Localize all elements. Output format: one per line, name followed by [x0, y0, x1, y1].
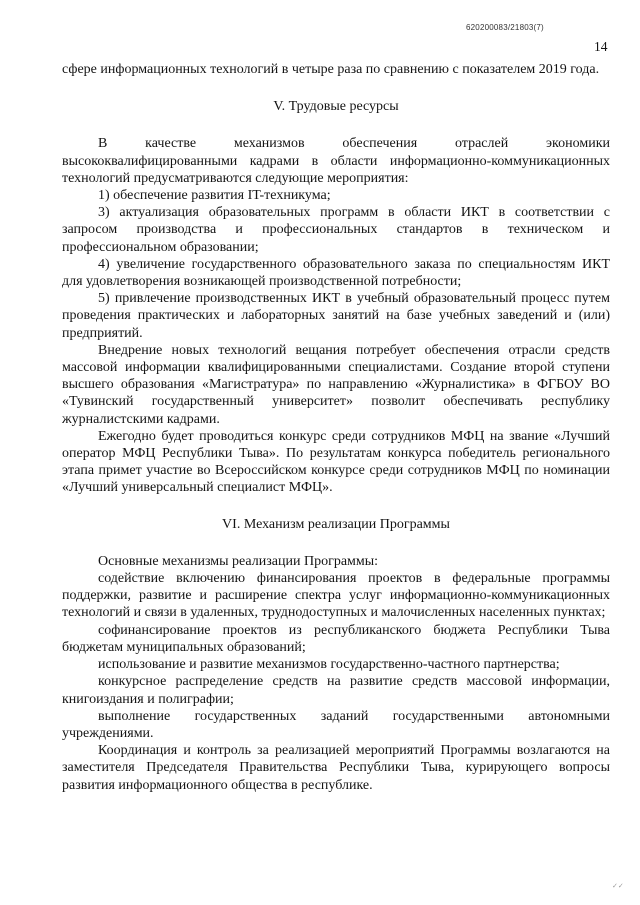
document-id: 620200083/21803(7) [466, 23, 544, 32]
section-6-title: VI. Механизм реализации Программы [222, 516, 450, 532]
list-item: софинансирование проектов из республиканского бюджета Республики Тыва бюджетам муниципальных образований; [62, 622, 610, 655]
list-item: конкурсное распределение средств на развитие средств массовой информации, книгоиздания и полиграфии; [62, 674, 610, 707]
list-item: 1) обеспечение развития IT-техникума; [98, 188, 331, 204]
list-item: использование и развитие механизмов государственно-частного партнерства; [98, 657, 560, 673]
list-item: 4) увеличение государственного образовательного заказа по специальностям ИКТ для удовлетворения возникающей производственной потребности; [62, 256, 610, 290]
initials-mark: ✓✓ [612, 882, 624, 890]
section-5-title: V. Трудовые ресурсы [273, 99, 399, 115]
paragraph: Внедрение новых технологий вещания потребует обеспечения отрасли средств массовой информации квалифицированными специалистами. Создание второй ступени высшего образования «Магистратура» по направлению «Журналистика» в ФГБОУ ВО «Тувинский государственный университет» позволит обеспечивать республику журналистскими кадрами. [62, 342, 610, 427]
list-item: 5) привлечение производственных ИКТ в учебный образовательный процесс путем проведения практических и лабораторных занятий на базе учебных заведений и (или) предприятий. [62, 291, 610, 341]
list-item: содействие включению финансирования проектов в федеральные программы поддержки, развитие и расширение спектра услуг информационно-коммуникационных технологий и связи в удаленных, труднодоступных и малочисленных населенных пунктах; [62, 571, 610, 621]
document-body [62, 61, 610, 794]
page-number: 14 [594, 39, 608, 54]
list-item: 3) актуализация образовательных программ в области ИКТ в соответствии с запросом производства и профессиональных стандартов в техническом и профессиональном образовании; [62, 205, 610, 255]
paragraph: В качестве механизмов обеспечения отраслей экономики высококвалифицированными кадрами в области информационно-коммуникационных технологий предусматриваются следующие мероприятия: [62, 136, 610, 186]
paragraph: Ежегодно будет проводиться конкурс среди сотрудников МФЦ на звание «Лучший оператор МФЦ Республики Тыва». По результатам конкурса победитель регионального этапа примет участие во Всероссийском конкурсе среди сотрудников МФЦ по номинации «Лучший универсальный специалист МФЦ». [62, 428, 610, 496]
paragraph: Основные механизмы реализации Программы: [98, 553, 379, 569]
intro-paragraph: сфере информационных технологий в четыре раза по сравнению с показателем 2019 года. [62, 62, 600, 77]
list-item: выполнение государственных заданий государственными автономными учреждениями. [62, 708, 610, 741]
paragraph: Координация и контроль за реализацией мероприятий Программы возлагаются на заместителя Председателя Правительства Республики Тыва, курирующего вопросы развития информационного общества в республике. [62, 743, 610, 793]
